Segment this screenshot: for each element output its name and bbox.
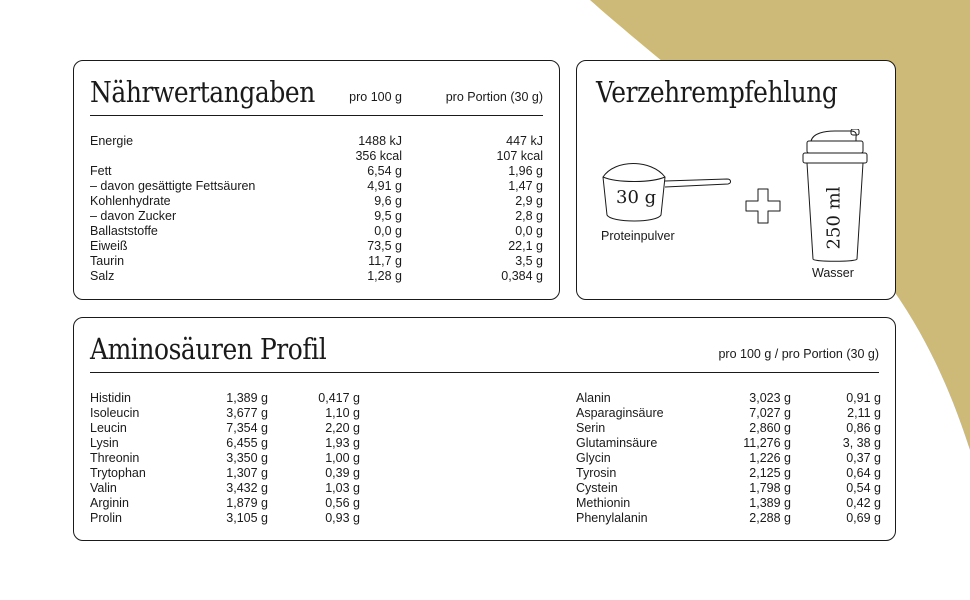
table-row <box>574 391 897 406</box>
amino-name: Lysin <box>90 436 119 450</box>
amino-per-portion: 0,69 g <box>846 511 881 525</box>
nutrition-divider <box>90 115 543 116</box>
nutrient-label: Eiweiß <box>90 239 128 253</box>
amino-per-portion: 0,91 g <box>846 391 881 405</box>
table-row <box>74 481 374 496</box>
nutrient-label: – davon Zucker <box>90 209 177 223</box>
nutrient-label: Fett <box>90 164 112 178</box>
amino-per-portion: 1,00 g <box>325 451 360 465</box>
amino-per-100g: 1,879 g <box>226 496 268 510</box>
amino-per-100g: 1,389 g <box>749 496 791 510</box>
nutrient-per-100g: 356 kcal <box>355 149 402 163</box>
amino-per-portion: 3, 38 g <box>842 436 881 450</box>
amino-per-100g: 7,354 g <box>226 421 268 435</box>
nutrient-per-portion: 1,96 g <box>508 164 543 178</box>
amino-per-100g: 1,307 g <box>226 466 268 480</box>
amino-per-portion: 1,03 g <box>325 481 360 495</box>
amino-name: Trytophan <box>90 466 146 480</box>
table-row <box>74 149 559 164</box>
scoop-label: Proteinpulver <box>601 229 675 243</box>
table-row <box>74 269 559 284</box>
amino-divider <box>90 372 879 373</box>
nutrient-per-100g: 11,7 g <box>368 254 402 268</box>
table-row <box>574 451 897 466</box>
nutrient-per-portion: 0,0 g <box>515 224 543 238</box>
recommendation-panel <box>576 60 896 300</box>
table-row <box>74 421 374 436</box>
nutrient-per-portion: 447 kJ <box>506 134 543 148</box>
amino-per-portion: 0,93 g <box>325 511 360 525</box>
amino-per-portion: 0,54 g <box>846 481 881 495</box>
amino-name: Glutaminsäure <box>576 436 658 450</box>
nutrient-per-portion: 2,8 g <box>515 209 543 223</box>
nutrient-per-100g: 73,5 g <box>367 239 402 253</box>
shaker-label: Wasser <box>812 266 854 280</box>
amino-per-portion: 0,56 g <box>325 496 360 510</box>
amino-name: Alanin <box>576 391 611 405</box>
amino-per-portion: 0,86 g <box>846 421 881 435</box>
table-row <box>74 451 374 466</box>
amino-per-100g: 2,125 g <box>749 466 791 480</box>
nutrition-col-per-portion: pro Portion (30 g) <box>445 90 543 104</box>
nutrition-panel <box>73 60 560 300</box>
amino-per-100g: 1,389 g <box>226 391 268 405</box>
amino-per-portion: 2,11 g <box>847 406 881 420</box>
table-row <box>74 194 559 209</box>
table-row <box>74 466 374 481</box>
table-row <box>74 406 374 421</box>
table-row <box>574 511 897 526</box>
amino-per-100g: 3,105 g <box>226 511 268 525</box>
amino-panel <box>73 317 896 541</box>
amino-per-portion: 0,64 g <box>846 466 881 480</box>
amino-name: Phenylalanin <box>576 511 648 525</box>
table-row <box>74 239 559 254</box>
nutrition-col-per-100g: pro 100 g <box>349 90 402 104</box>
amino-per-portion: 0,37 g <box>846 451 881 465</box>
table-row <box>574 496 897 511</box>
nutrient-label: Energie <box>90 134 134 148</box>
table-row <box>74 436 374 451</box>
amino-per-100g: 3,350 g <box>226 451 268 465</box>
table-row <box>74 224 559 239</box>
amino-name: Prolin <box>90 511 122 525</box>
table-row <box>574 466 897 481</box>
amino-name: Tyrosin <box>576 466 617 480</box>
amino-per-portion: 1,93 g <box>325 436 360 450</box>
nutrient-per-portion: 107 kcal <box>496 149 543 163</box>
nutrition-title: Nährwertangaben <box>90 75 315 109</box>
nutrient-label: Kohlenhydrate <box>90 194 171 208</box>
table-row <box>574 406 897 421</box>
amino-per-100g: 1,798 g <box>749 481 791 495</box>
amino-name: Serin <box>576 421 606 435</box>
amino-per-100g: 7,027 g <box>749 406 791 420</box>
amino-name: Arginin <box>90 496 129 510</box>
amino-name: Glycin <box>576 451 611 465</box>
table-row <box>574 436 897 451</box>
table-row <box>574 481 897 496</box>
amino-name: Cystein <box>576 481 618 495</box>
amino-per-100g: 3,432 g <box>226 481 268 495</box>
nutrient-per-100g: 0,0 g <box>374 224 402 238</box>
nutrient-label: Salz <box>90 269 115 283</box>
amino-per-100g: 3,023 g <box>749 391 791 405</box>
amino-name: Histidin <box>90 391 131 405</box>
amino-name: Isoleucin <box>90 406 140 420</box>
amino-name: Valin <box>90 481 117 495</box>
nutrient-per-portion: 22,1 g <box>508 239 543 253</box>
table-row <box>74 254 559 269</box>
recommendation-title: Verzehrempfehlung <box>596 75 838 109</box>
nutrient-per-100g: 9,6 g <box>374 194 402 208</box>
table-row <box>74 391 374 406</box>
table-row <box>74 511 374 526</box>
amino-per-100g: 3,677 g <box>226 406 268 420</box>
amino-per-100g: 2,288 g <box>749 511 791 525</box>
amino-column-header: pro 100 g / pro Portion (30 g) <box>718 347 879 361</box>
nutrient-per-100g: 4,91 g <box>367 179 402 193</box>
amino-per-portion: 1,10 g <box>325 406 360 420</box>
amino-name: Leucin <box>90 421 127 435</box>
nutrient-per-portion: 2,9 g <box>515 194 543 208</box>
amino-per-portion: 0,42 g <box>846 496 881 510</box>
amino-per-100g: 2,860 g <box>749 421 791 435</box>
amino-per-100g: 11,276 g <box>743 436 791 450</box>
nutrient-per-100g: 6,54 g <box>367 164 402 178</box>
nutrient-per-100g: 9,5 g <box>374 209 402 223</box>
plus-icon <box>745 188 781 224</box>
table-row <box>74 164 559 179</box>
nutrient-per-portion: 0,384 g <box>501 269 543 283</box>
table-row <box>74 209 559 224</box>
shaker-amount: 250 ml <box>823 186 845 250</box>
nutrient-per-100g: 1488 kJ <box>358 134 402 148</box>
nutrient-label: Ballaststoffe <box>90 224 158 238</box>
amino-per-100g: 6,455 g <box>226 436 268 450</box>
table-row <box>74 496 374 511</box>
nutrient-per-100g: 1,28 g <box>367 269 402 283</box>
amino-title: Aminosäuren Profil <box>90 332 327 366</box>
nutrient-label: Taurin <box>90 254 125 268</box>
nutrient-per-portion: 1,47 g <box>508 179 543 193</box>
nutrient-label: – davon gesättigte Fettsäuren <box>90 179 256 193</box>
table-row <box>74 134 559 149</box>
scoop-amount: 30 g <box>616 187 657 208</box>
amino-per-portion: 0,417 g <box>318 391 360 405</box>
table-row <box>74 179 559 194</box>
table-row <box>574 421 897 436</box>
nutrient-per-portion: 3,5 g <box>515 254 543 268</box>
amino-name: Asparaginsäure <box>576 406 664 420</box>
amino-name: Methionin <box>576 496 631 510</box>
amino-per-100g: 1,226 g <box>749 451 791 465</box>
amino-per-portion: 0,39 g <box>325 466 360 480</box>
amino-name: Threonin <box>90 451 140 465</box>
amino-per-portion: 2,20 g <box>325 421 360 435</box>
